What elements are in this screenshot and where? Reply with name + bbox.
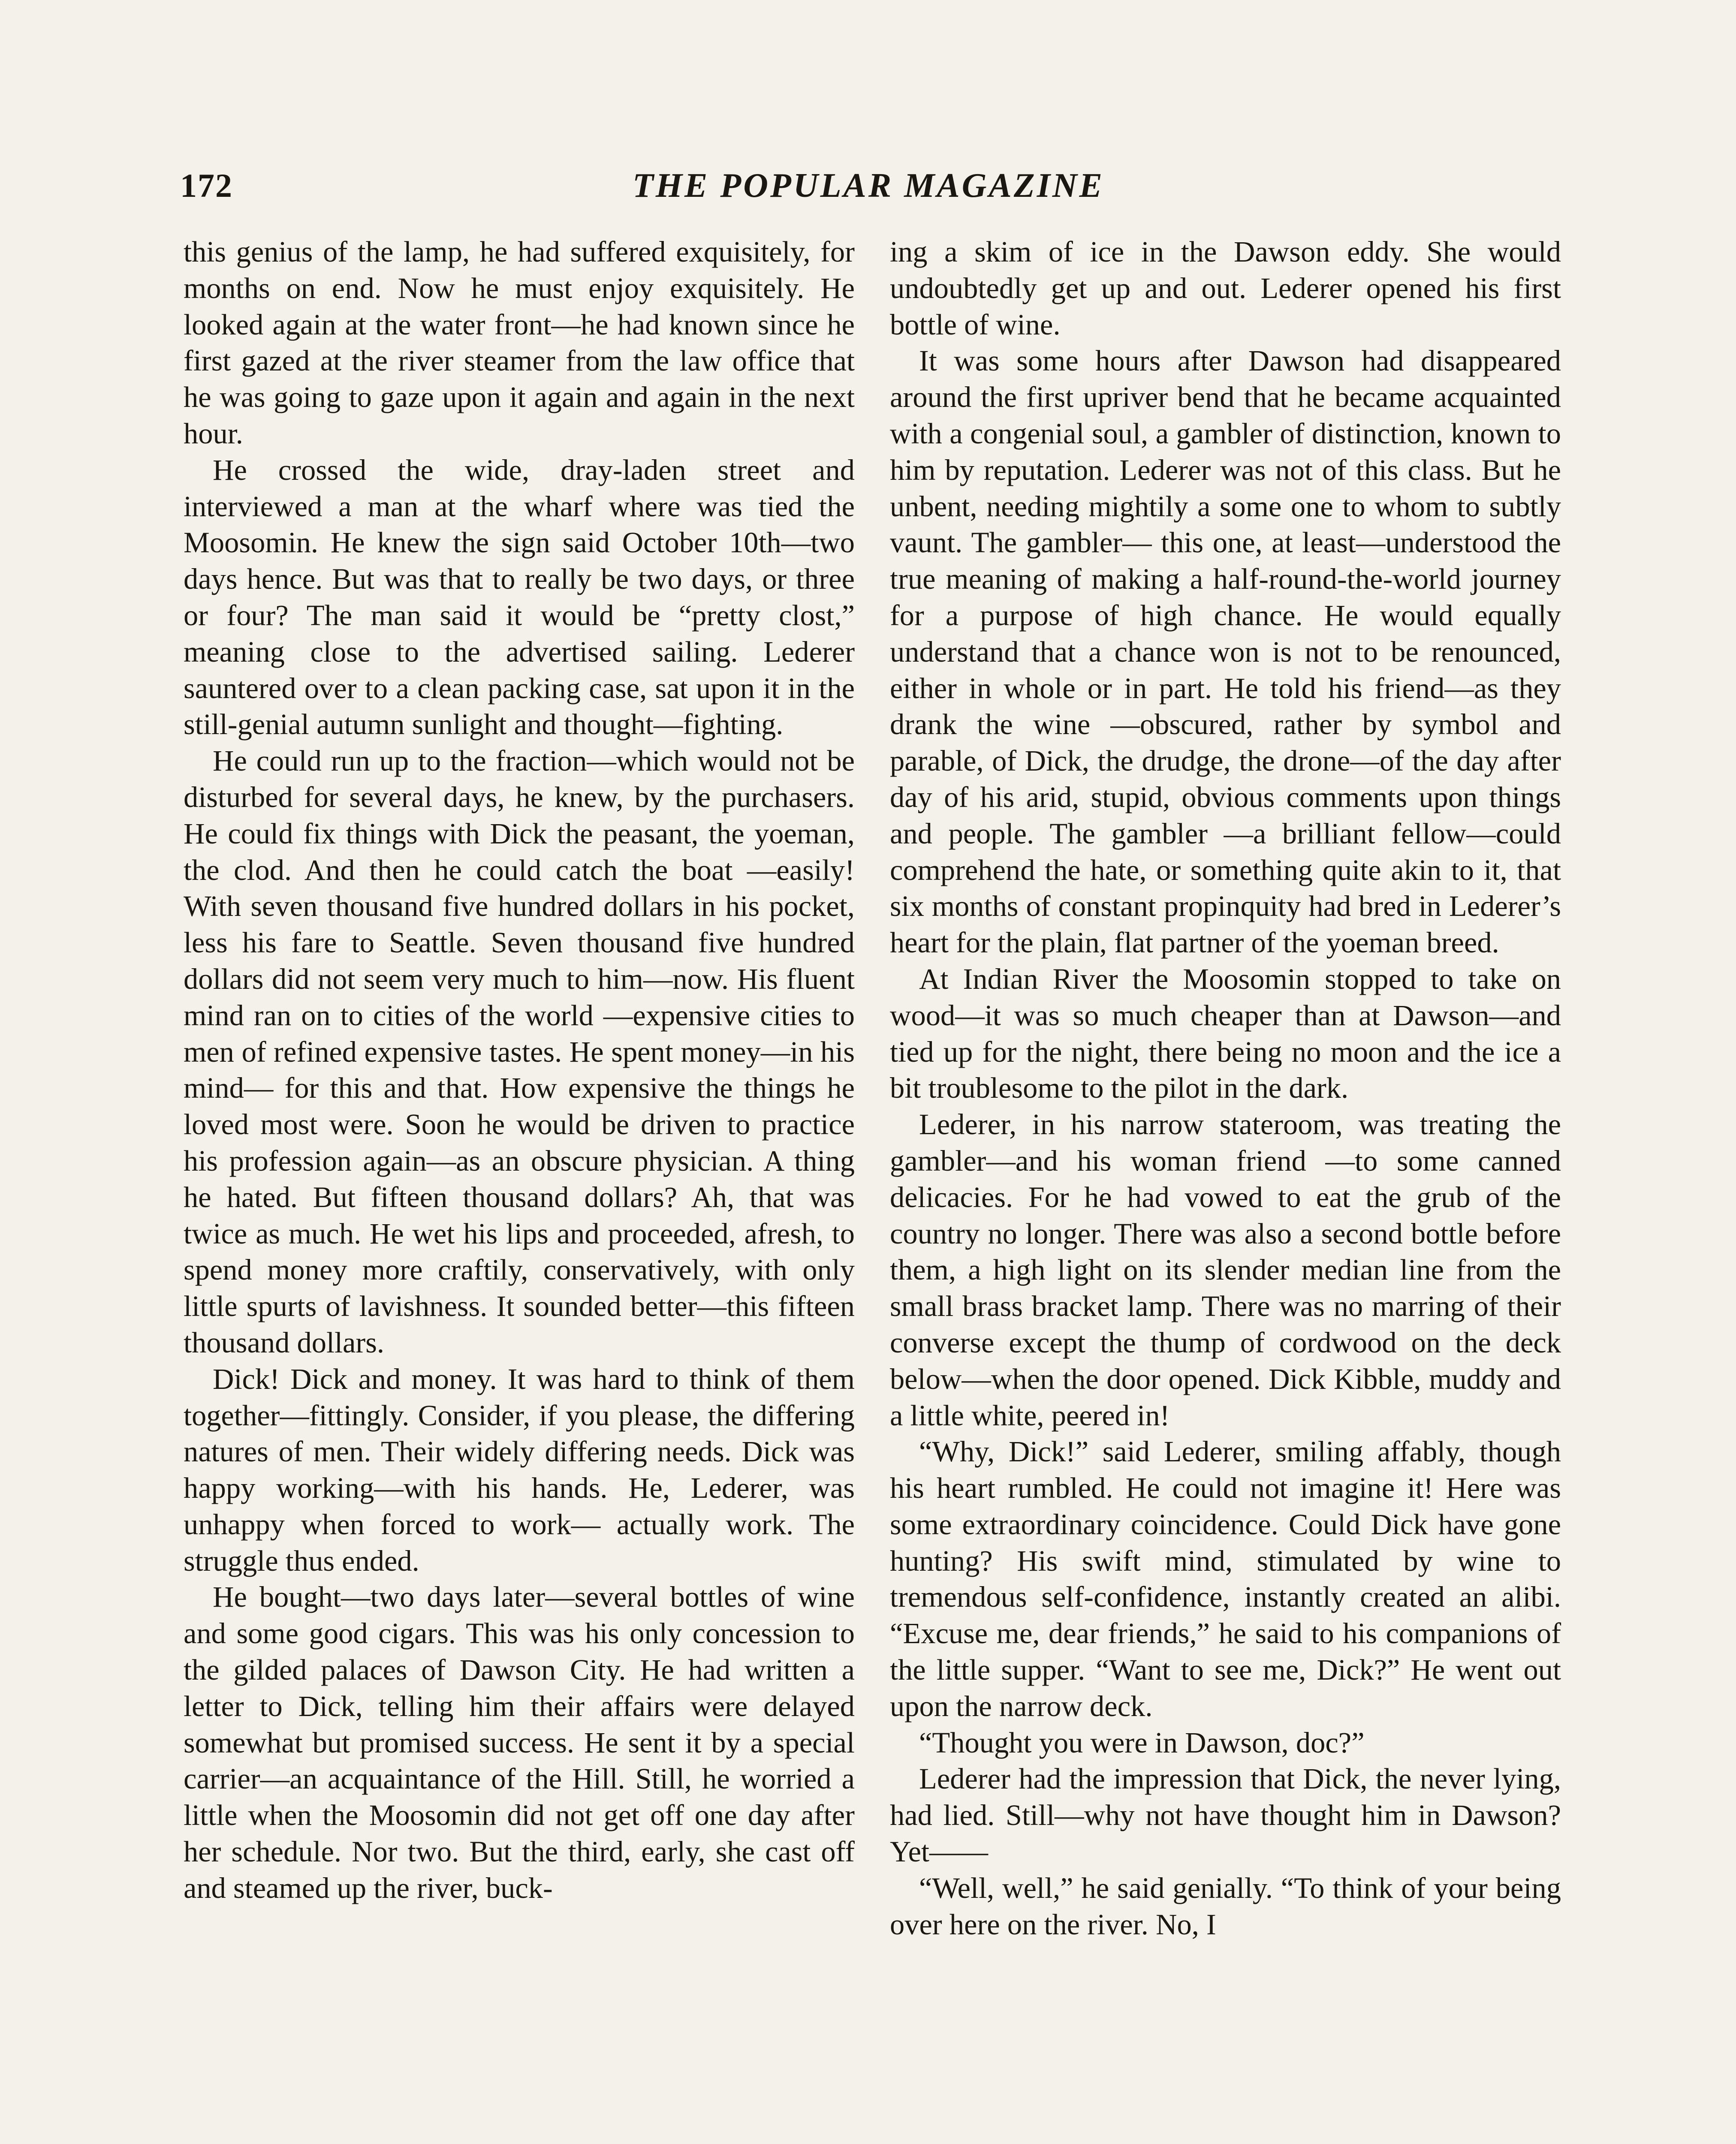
paragraph: At Indian River the Moosomin stopped to take on wood—it was so much cheaper than at Dawson—and tied up for the night, there being no moon and the ice a bit troublesome to the pilot in the dark.	[890, 962, 1561, 1105]
right-column	[890, 234, 1561, 1942]
paragraph: “Thought you were in Dawson, doc?”	[919, 1726, 1365, 1759]
paragraph: He bought—two days later—several bottles of wine and some good cigars. This was his only concession to the gilded palaces of Dawson City. He had written a letter to Dick, telling him their affairs were delayed somewhat but promised success. He sent it by a special carrier—an acquaintance of the Hill. Still, he worried a little when the Moosomin did not get off one day after her schedule. Nor two. But the third, early, she cast off and steamed up the river, buck-	[184, 1581, 855, 1904]
paragraph: “Well, well,” he said genially. “To think of your being over here on the river. No, I	[890, 1871, 1561, 1941]
paragraph: Dick! Dick and money. It was hard to think of them together—fittingly. Consider, if you please, the differing natures of men. Their widely differing needs. Dick was happy working—with his hands. He, Lederer, was unhappy when forced to work— actually work. The struggle thus ended.	[184, 1362, 855, 1577]
paragraph: Lederer had the impression that Dick, the never lying, had lied. Still—why not have thought him in Dawson? Yet——	[890, 1762, 1561, 1868]
paragraph: He crossed the wide, dray-laden street and interviewed a man at the wharf where was tied the Moosomin. He knew the sign said October 10th—two days hence. But was that to really be two days, or three or four? The man said it would be “pretty clost,” meaning close to the advertised sailing. Lederer sauntered over to a clean packing case, sat upon it in the still-genial autumn sunlight and thought—fighting.	[184, 453, 855, 741]
paragraph: “Why, Dick!” said Lederer, smiling affably, though his heart rumbled. He could not imagine it! Here was some extraordinary coincidence. Could Dick have gone hunting? His swift mind, stimulated by wine to tremendous self-confidence, instantly created an alibi. “Excuse me, dear friends,” he said to his companions of the little supper. “Want to see me, Dick?” He went out upon the narrow deck.	[890, 1435, 1561, 1722]
paragraph: Lederer, in his narrow stateroom, was treating the gambler—and his woman friend —to some canned delicacies. For he had vowed to eat the grub of the country no longer. There was also a second bottle before them, a high light on its slender median line from the small brass bracket lamp. There was no marring of their converse except the thump of cordwood on the deck below—when the door opened. Dick Kibble, muddy and a little white, peered in!	[890, 1108, 1561, 1432]
page-number: 172	[180, 167, 233, 204]
paragraph: He could run up to the fraction—which would not be disturbed for several days, he knew, by the purchasers. He could fix things with Dick the peasant, the yoeman, the clod. And then he could catch the boat —easily! With seven thousand five hundred dollars in his pocket, less his fare to Seattle. Seven thousand five hundred dollars did not seem very much to him—now. His fluent mind ran on to cities of the world —expensive cities to men of refined expensive tastes. He spent money—in his mind— for this and that. How expensive the things he loved most were. Soon he would be driven to practice his profession again—as an obscure physician. A thing he hated. But fifteen thousand dollars? Ah, that was twice as much. He wet his lips and proceeded, afresh, to spend money more craftily, conservatively, with only little spurts of lavishness. It sounded better—this fifteen thousand dollars.	[184, 744, 855, 1359]
page-header	[180, 166, 1557, 214]
paragraph: It was some hours after Dawson had disappeared around the first upriver bend that he became acquainted with a congenial soul, a gambler of distinction, known to him by reputation. Lederer was not of this class. But he unbent, needing mightily a some one to whom to subtly vaunt. The gambler— this one, at least—understood the true meaning of making a half-round-the-world journey for a purpose of high chance. He would equally understand that a chance won is not to be renounced, either in whole or in part. He told his friend—as they drank the wine —obscured, rather by symbol and parable, of Dick, the drudge, the drone—of the day after day of his arid, stupid, obvious comments upon things and people. The gambler —a brilliant fellow—could comprehend the hate, or something quite akin to it, that six months of constant propinquity had bred in Lederer’s heart for the plain, flat partner of the yoeman breed.	[890, 344, 1561, 959]
running-title: THE POPULAR MAGAZINE	[632, 167, 1105, 205]
paragraph: ing a skim of ice in the Dawson eddy. She would undoubtedly get up and out. Lederer opened his first bottle of wine.	[890, 235, 1561, 341]
paragraph: this genius of the lamp, he had suffered exquisitely, for months on end. Now he must enjoy exquisitely. He looked again at the water front—he had known since he first gazed at the river steamer from the law office that he was going to gaze upon it again and again in the next hour.	[184, 235, 855, 450]
left-column	[184, 234, 855, 1906]
